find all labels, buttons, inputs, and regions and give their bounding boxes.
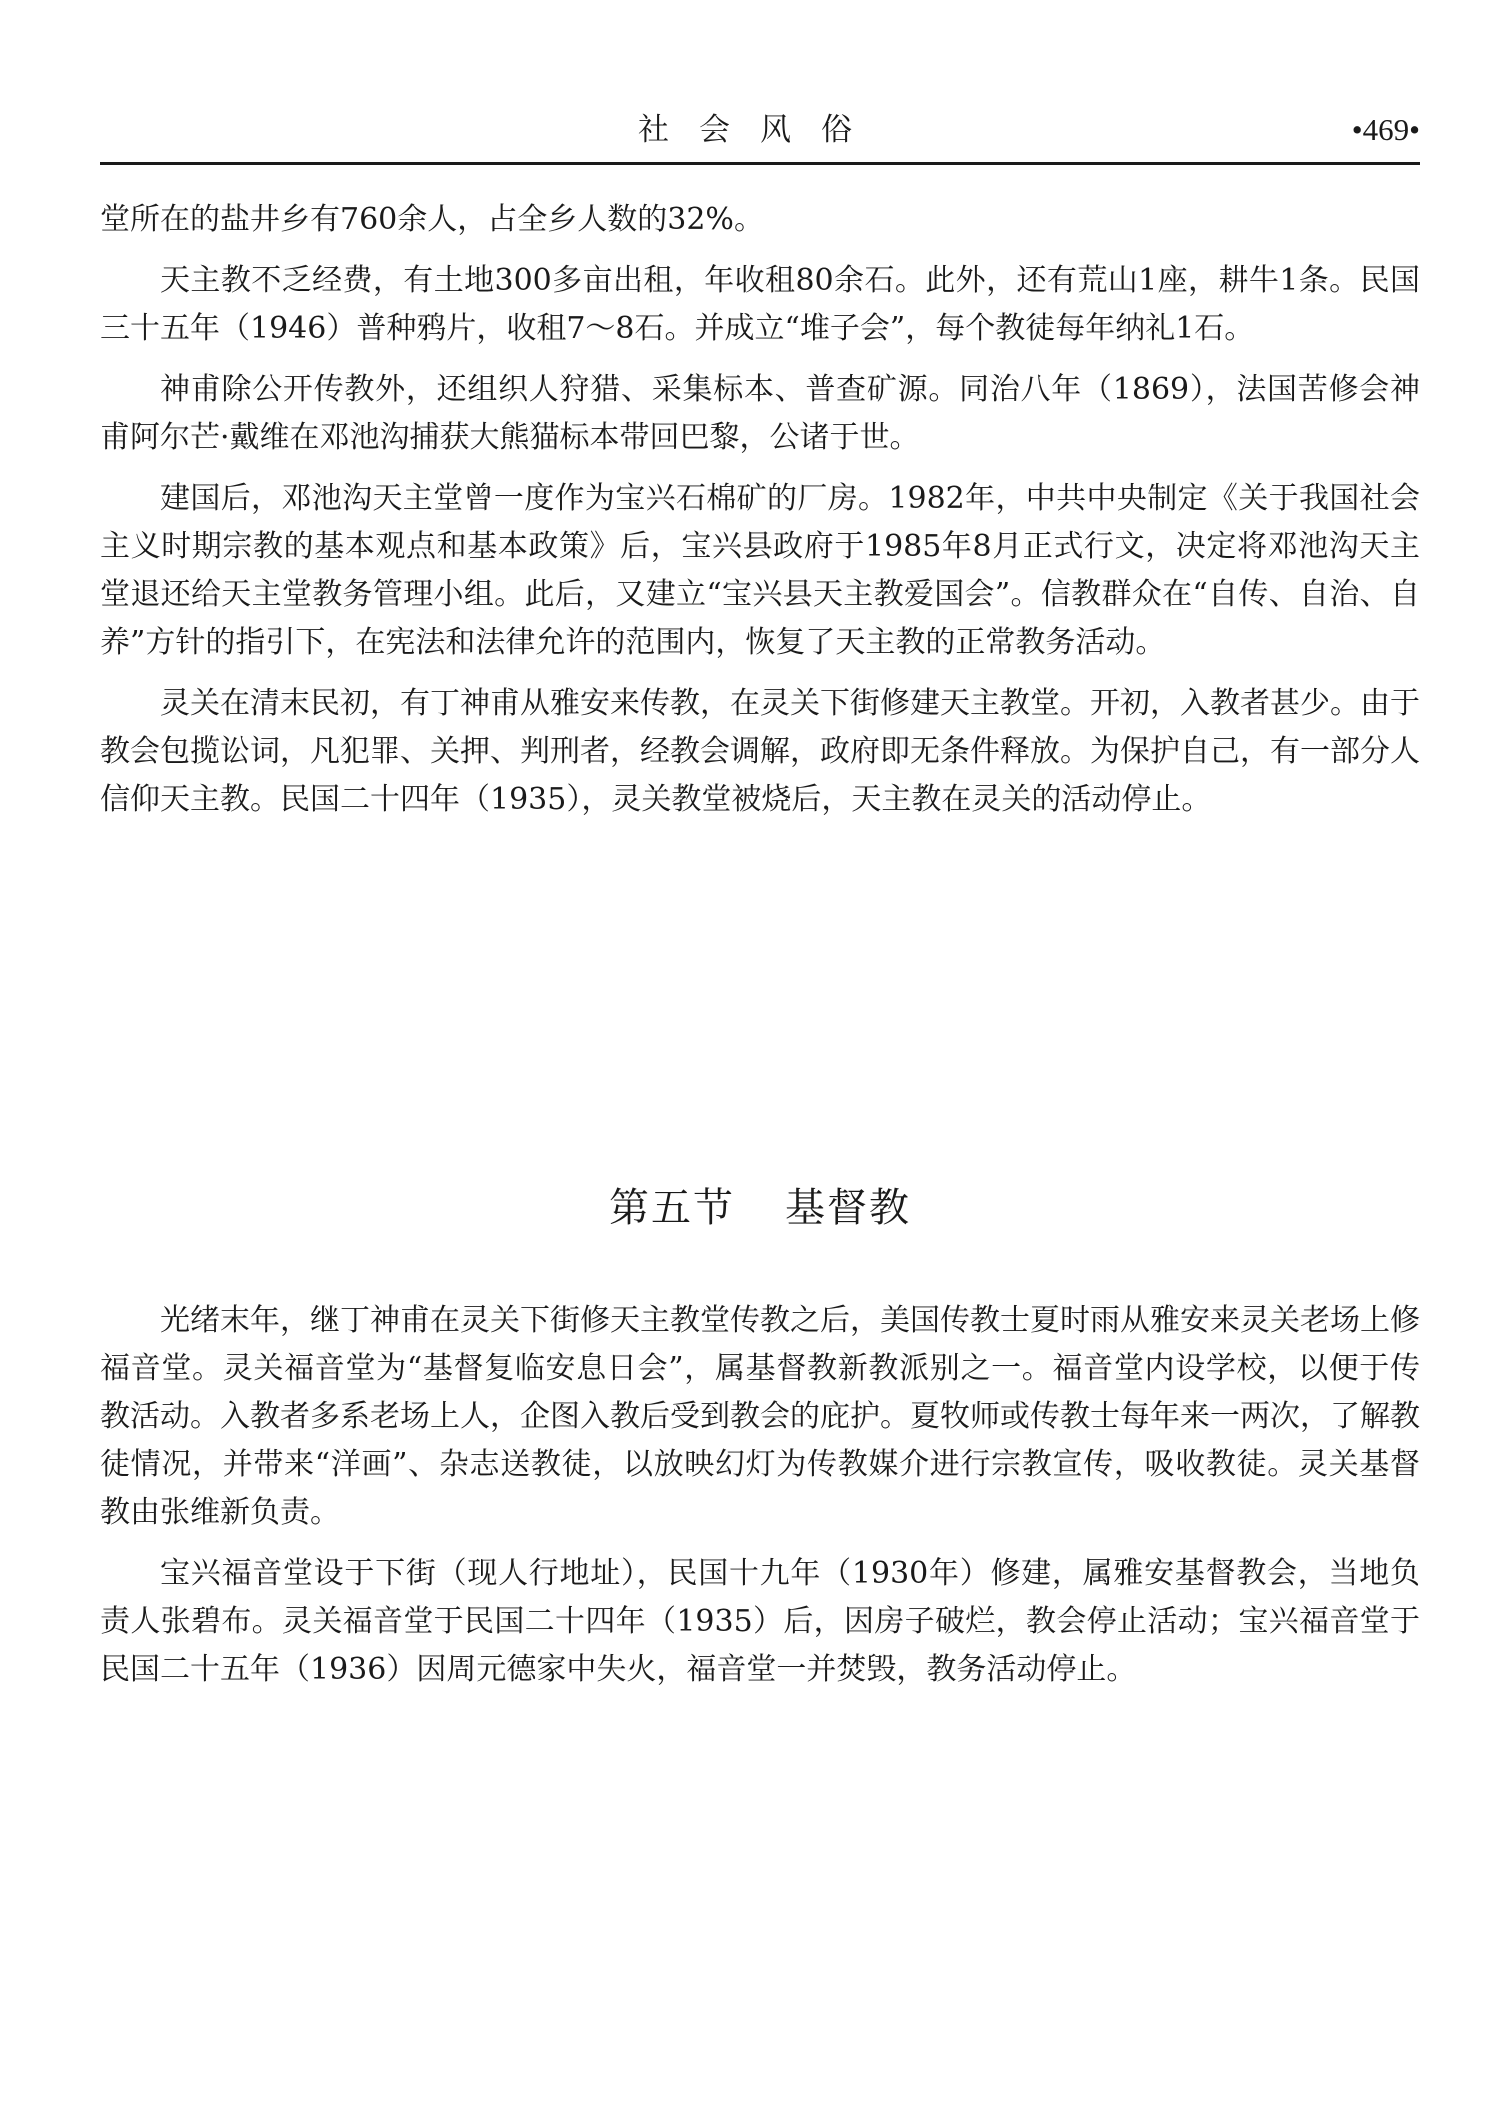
paragraph: 灵关在清末民初，有丁神甫从雅安来传教，在灵关下街修建天主教堂。开初，入教者甚少。由于教会包揽讼词，凡犯罪、关押、判刑者，经教会调解，政府即无条件释放。为保护自己，有一部分人信仰天主教。民国二十四年（1935），灵关教堂被烧后，天主教在灵关的活动停止。: [100, 686, 1420, 817]
section-number: 第五节: [609, 1185, 735, 1231]
body-text-before-section: [100, 196, 1420, 837]
paragraph: 建国后，邓池沟天主堂曾一度作为宝兴石棉矿的厂房。1982年，中共中央制定《关于我国社会主义时期宗教的基本观点和基本政策》后，宝兴县政府于1985年8月正式行文，决定将邓池沟天主堂退还给天主堂教务管理小组。此后，又建立“宝兴县天主教爱国会”。信教群众在“自传、自治、自养”方针的指引下，在宪法和法律允许的范围内，恢复了天主教的正常教务活动。: [100, 481, 1420, 660]
section-title: 基督教: [785, 1185, 911, 1231]
body-text-after-section: [100, 1297, 1420, 1707]
paragraph: 宝兴福音堂设于下街（现人行地址），民国十九年（1930年）修建，属雅安基督教会，当地负责人张碧布。灵关福音堂于民国二十四年（1935）后，因房子破烂，教会停止活动；宝兴福音堂于民国二十五年（1936）因周元德家中失火，福音堂一并焚毁，教务活动停止。: [100, 1556, 1420, 1687]
paragraph: 光绪末年，继丁神甫在灵关下街修天主教堂传教之后，美国传教士夏时雨从雅安来灵关老场上修福音堂。灵关福音堂为“基督复临安息日会”，属基督教新教派别之一。福音堂内设学校，以便于传教活动。入教者多系老场上人，企图入教后受到教会的庇护。夏牧师或传教士每年来一两次，了解教徒情况，并带来“洋画”、杂志送教徒，以放映幻灯为传教媒介进行宗教宣传，吸收教徒。灵关基督教由张维新负责。: [100, 1303, 1420, 1530]
paragraph: 神甫除公开传教外，还组织人狩猎、采集标本、普查矿源。同治八年（1869），法国苦修会神甫阿尔芒·戴维在邓池沟捕获大熊猫标本带回巴黎，公诸于世。: [100, 372, 1420, 455]
paragraph: 天主教不乏经费，有土地300多亩出租，年收租80余石。此外，还有荒山1座，耕牛1条。民国三十五年（1946）普种鸦片，收租7～8石。并成立“堆子会”，每个教徒每年纳礼1石。: [100, 263, 1420, 346]
page-header: [100, 108, 1420, 152]
paragraph: 堂所在的盐井乡有760余人，占全乡人数的32%。: [100, 202, 764, 237]
section-heading: [100, 1180, 1420, 1236]
running-title: 社会风俗: [638, 112, 882, 148]
header-rule: [100, 162, 1420, 165]
page-number: •469•: [1351, 112, 1420, 147]
